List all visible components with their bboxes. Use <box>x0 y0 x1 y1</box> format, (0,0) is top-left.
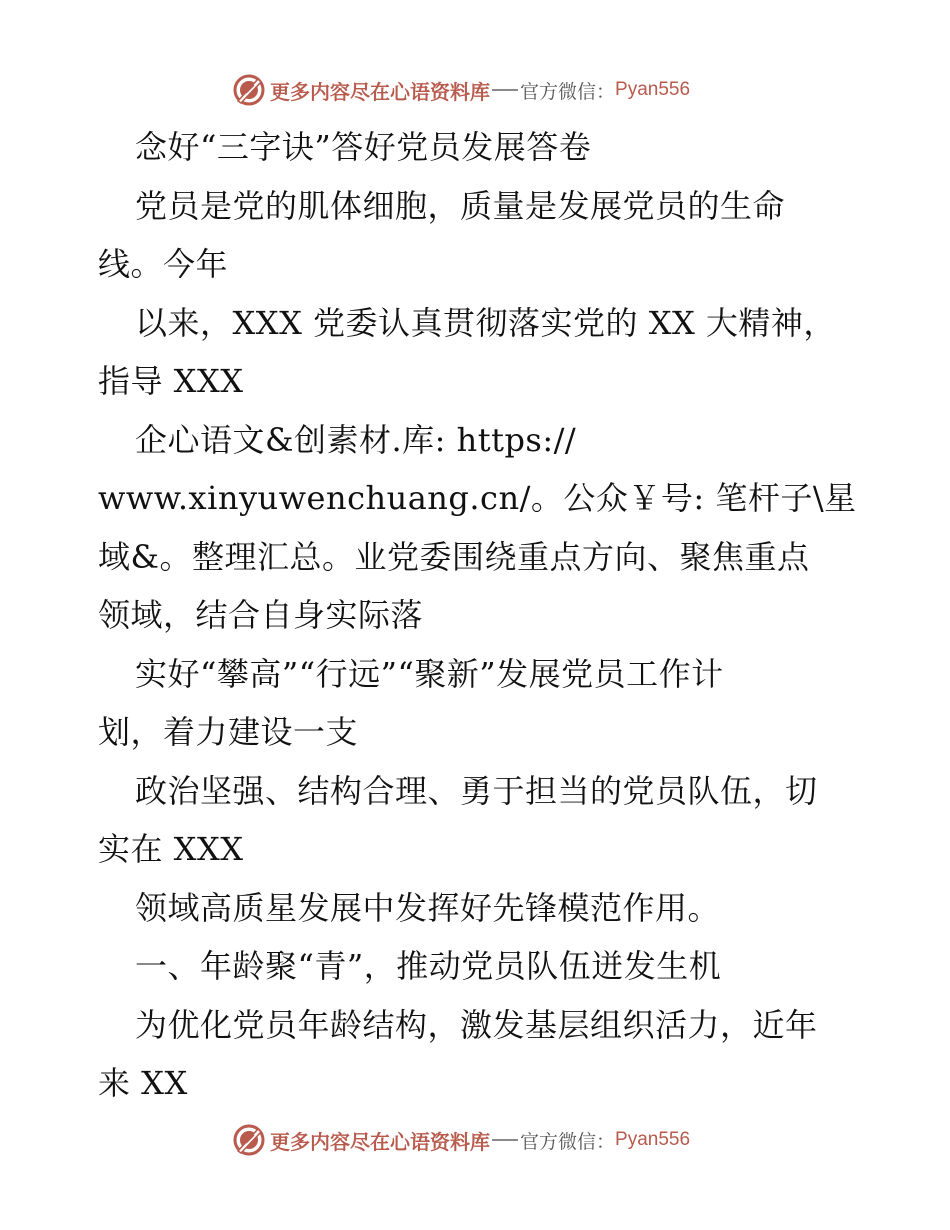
footer-banner <box>232 1122 690 1158</box>
paragraph-line: 以来，XXX 党委认真贯彻落实党的 XX 大精神， <box>135 303 836 342</box>
paragraph-line: 领域高质星发展中发挥好先锋模范作用。 <box>135 888 721 927</box>
quill-pen-logo-icon <box>232 73 266 107</box>
paragraph-line: 企心语文&创素材.库: https:// <box>135 420 577 459</box>
banner-main-text: 更多内容尽在心语资料库 <box>270 79 490 104</box>
paragraph-line: 指导 XXX <box>98 362 244 400</box>
paragraph-line: 党员是党的肌体细胞，质量是发展党员的生命 <box>135 186 786 225</box>
paragraph-line: 线。今年 <box>98 245 229 283</box>
banner-divider <box>492 1139 518 1141</box>
paragraph-line: 域&。整理汇总。业党委围绕重点方向、聚焦重点 <box>98 537 810 576</box>
paragraph-line: 来 XX <box>98 1064 188 1102</box>
banner-wechat-handle: Pyan556 <box>615 79 691 100</box>
quill-pen-logo-icon <box>232 1123 266 1157</box>
paragraph-line: www.xinyuwenchuang.cn/。公众￥号: 笔杆子\星 <box>98 479 857 517</box>
paragraph-line: 政治坚强、结构合理、勇于担当的党员队伍，切 <box>135 771 818 810</box>
document-body <box>98 118 858 1113</box>
paragraph-line: 实在 XXX <box>98 830 244 868</box>
header-banner <box>232 72 690 108</box>
paragraph-line: 实好“攀高”“行远”“聚新”发展党员工作计 <box>135 654 724 693</box>
banner-official-label: 官方微信： <box>520 80 616 103</box>
paragraph-line: 划，着力建设一支 <box>98 713 359 751</box>
paragraph-line: 为优化党员年龄结构，激发基层组织活力，近年 <box>135 1005 818 1044</box>
paragraph-line: 领域，结合自身实际落 <box>98 596 424 634</box>
banner-divider <box>492 89 518 91</box>
banner-official-label: 官方微信： <box>520 1130 616 1153</box>
document-title: 念好“三字诀”答好党员发展答卷 <box>135 128 592 166</box>
banner-main-text: 更多内容尽在心语资料库 <box>270 1129 490 1154</box>
banner-wechat-handle: Pyan556 <box>615 1129 691 1150</box>
section-heading: 一、年龄聚“青”，推动党员队伍迸发生机 <box>135 947 722 985</box>
